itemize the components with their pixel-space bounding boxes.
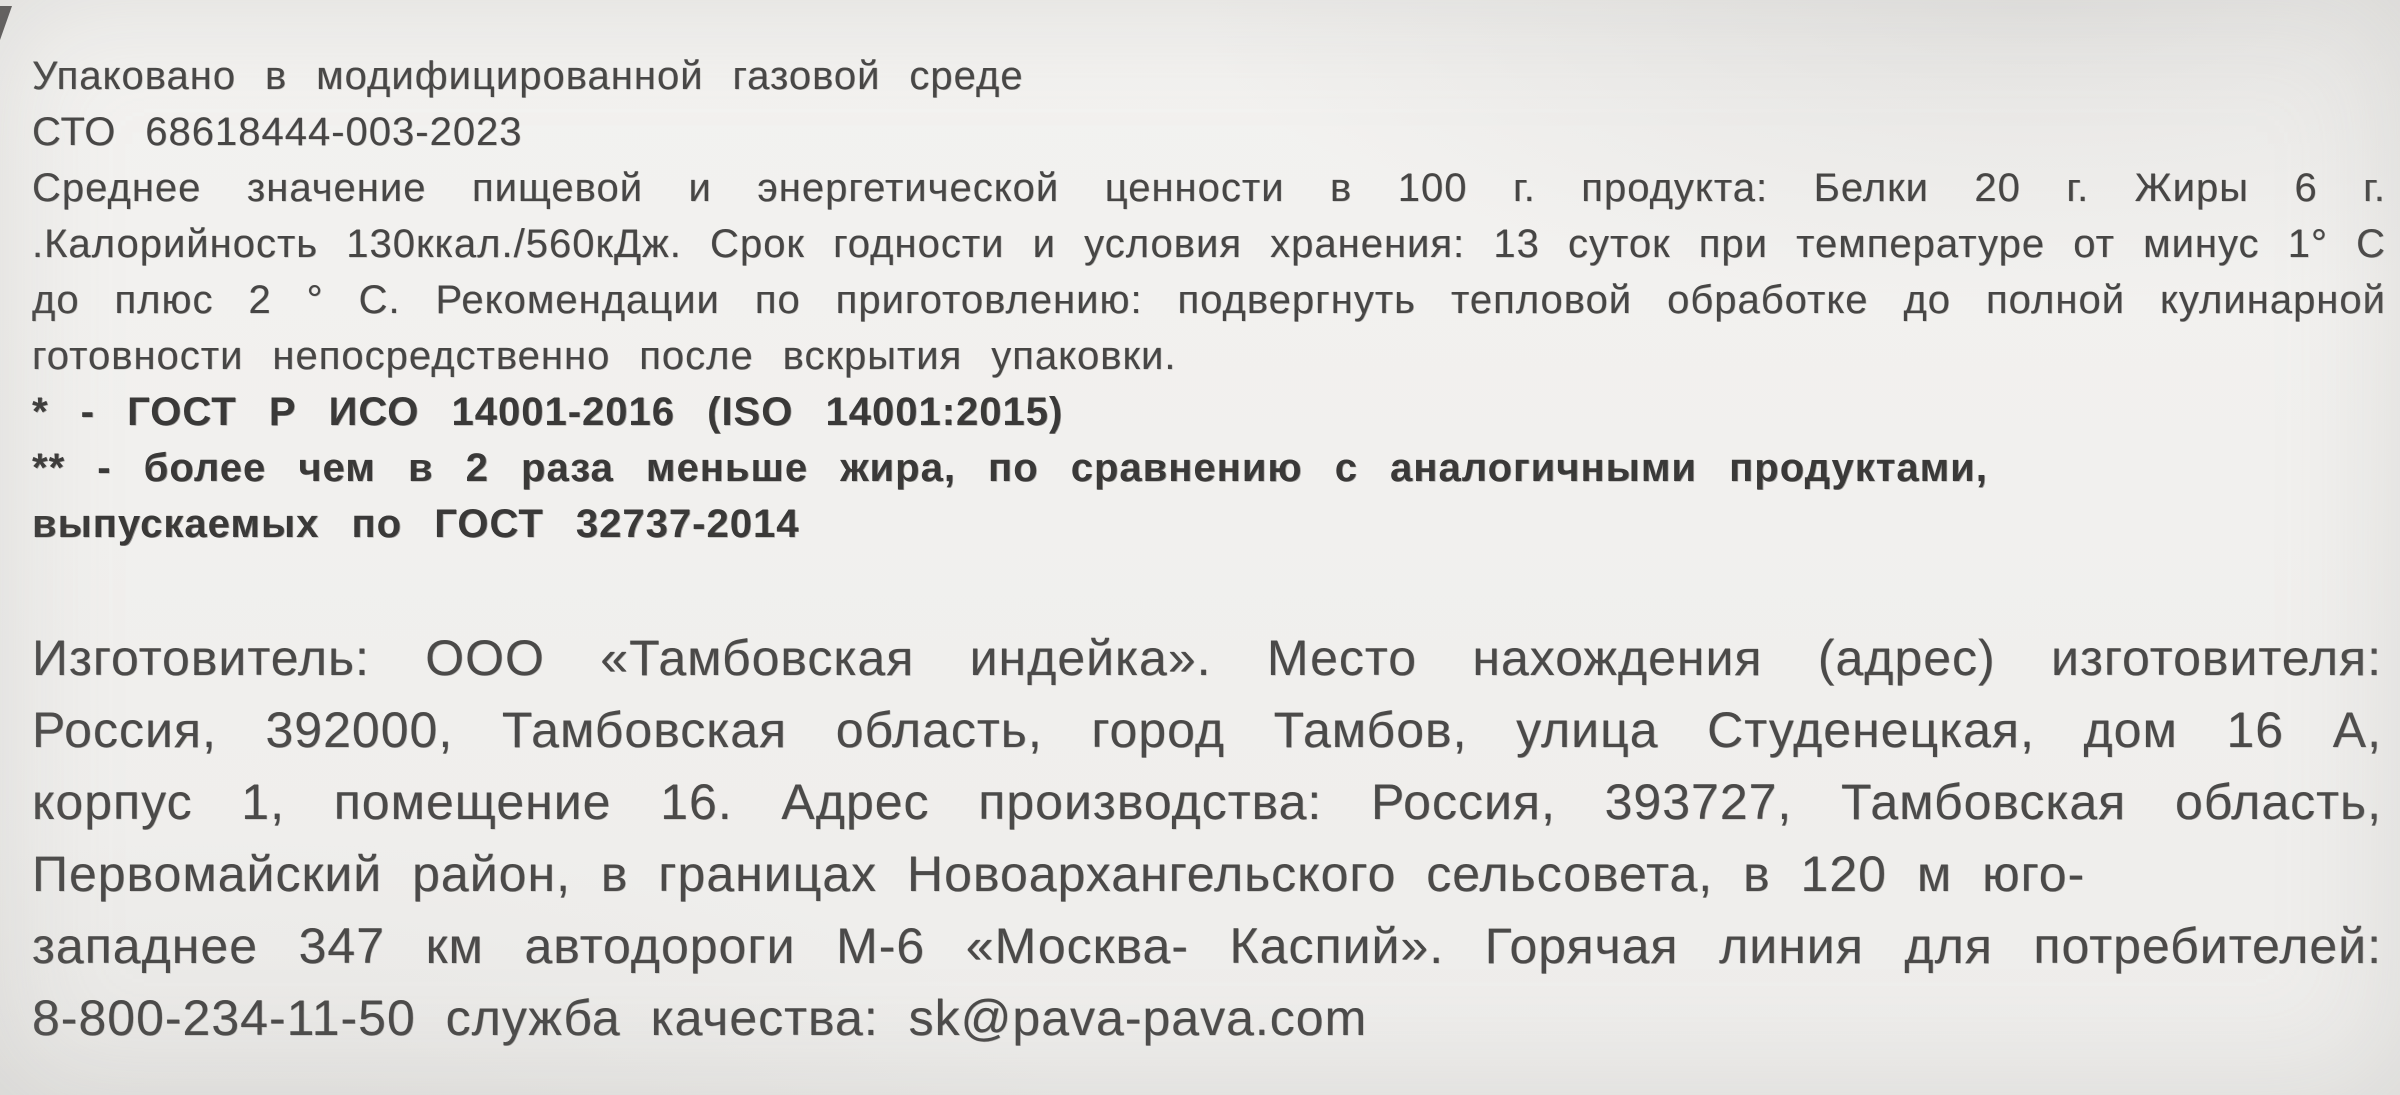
phone-email-line: 8-800-234-11-50 служба качества: sk@pava-pava.com (32, 990, 1368, 1046)
sto-number-line: СТО 68618444-003-2023 (32, 110, 523, 154)
fat-comparison-note-line: ** - более чем в 2 раза меньше жира, по сравнению с аналогичными продуктами, (32, 446, 1988, 490)
manufacturer-address-line: Россия, 392000, Тамбовская область, город Тамбов, улица Студенецкая, дом 16 А, (32, 702, 2382, 758)
regulatory-text-block (32, 48, 2386, 552)
calories-shelf-life-line: .Калорийность 130ккал./560кДж. Срок годности и условия хранения: 13 суток при температуре от минус 1° С (32, 222, 2386, 266)
gost-iso-note-line: * - ГОСТ Р ИСО 14001-2016 (ISO 14001:2015) (32, 390, 1064, 434)
photo-corner-shadow (0, 6, 12, 40)
manufacturer-text-block (32, 622, 2382, 1054)
manufacturer-name-line: Изготовитель: ООО «Тамбовская индейка». Место нахождения (адрес) изготовителя: (32, 630, 2382, 686)
production-address-line: корпус 1, помещение 16. Адрес производства: Россия, 393727, Тамбовская область, (32, 774, 2382, 830)
gost-32737-note-line: выпускаемых по ГОСТ 32737-2014 (32, 502, 800, 546)
district-line: Первомайский район, в границах Новоархангельского сельсовета, в 120 м юго- (32, 846, 2086, 902)
readiness-line: готовности непосредственно после вскрытия упаковки. (32, 334, 1177, 378)
packed-in-gas-line: Упаковано в модифицированной газовой среде (32, 54, 1024, 98)
nutrition-value-line: Среднее значение пищевой и энергетической ценности в 100 г. продукта: Белки 20 г. Жиры 6 г. (32, 166, 2386, 210)
storage-recommendation-line: до плюс 2 ° С. Рекомендации по приготовлению: подвергнуть тепловой обработке до полной кулинарной (32, 278, 2386, 322)
highway-hotline-line: западнее 347 км автодороги М-6 «Москва- Каспий». Горячая линия для потребителей: (32, 918, 2382, 974)
